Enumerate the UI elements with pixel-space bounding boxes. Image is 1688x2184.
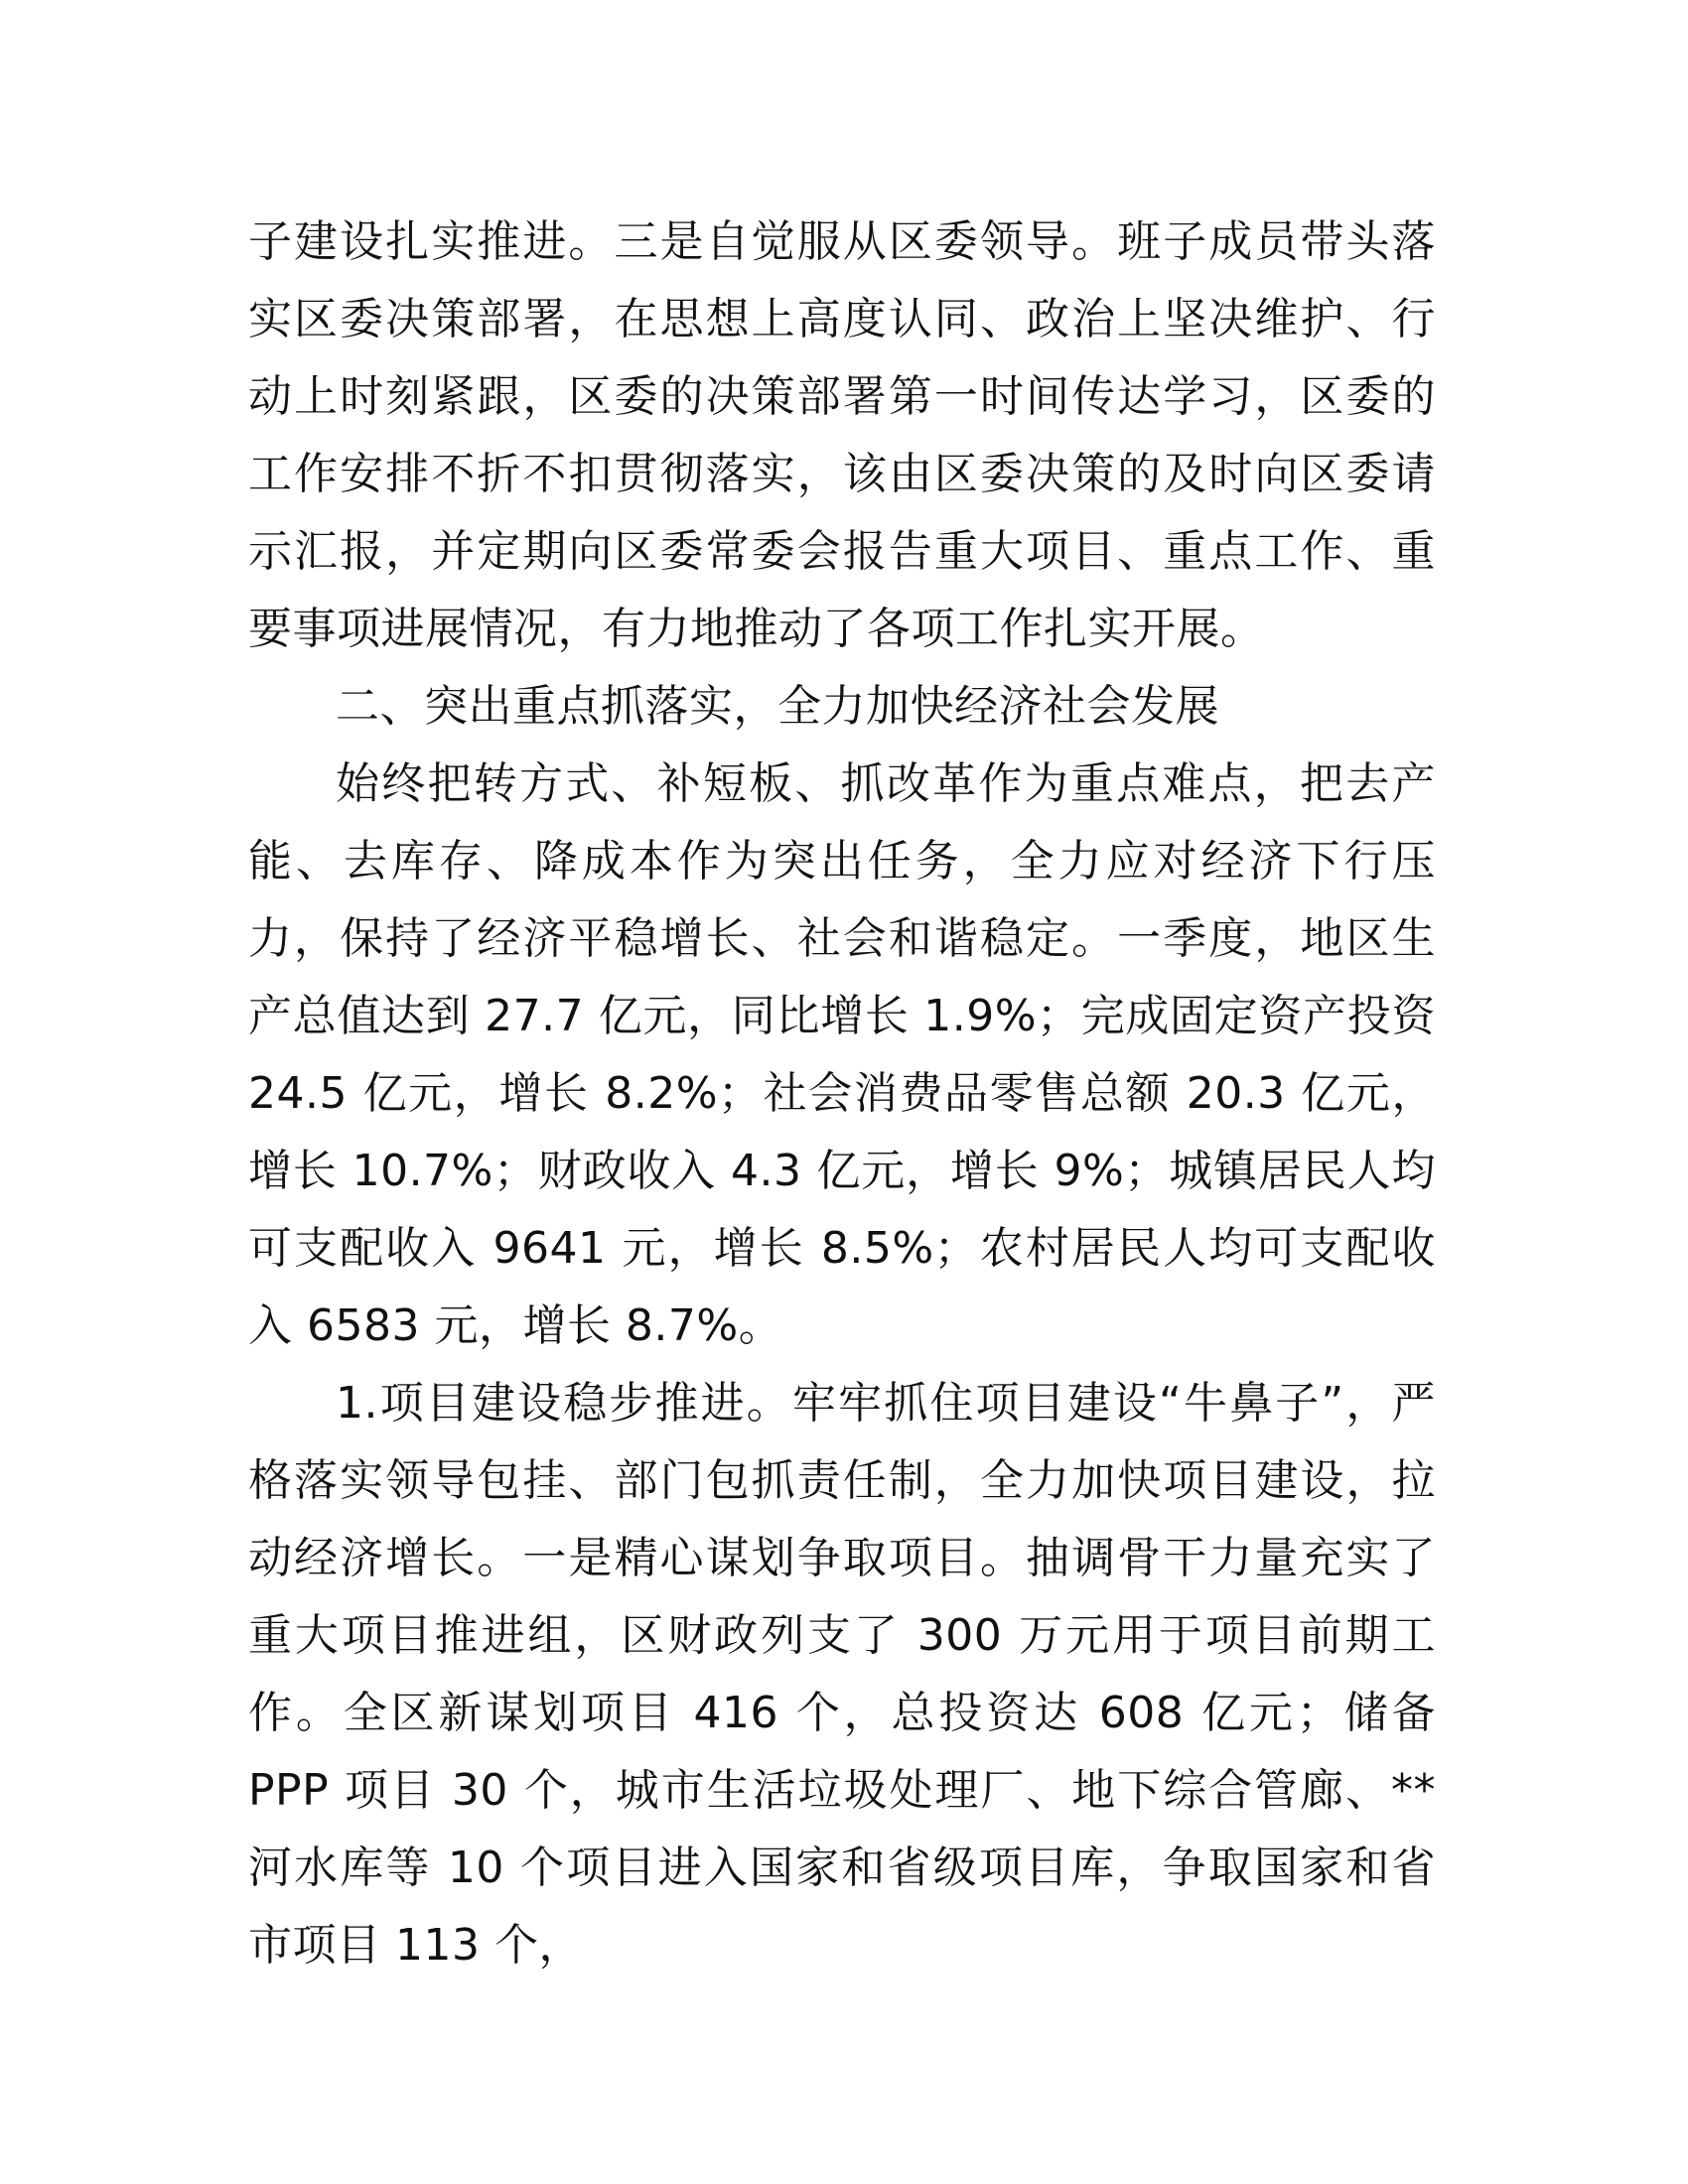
paragraph-project-construction: 1.项目建设稳步推进。牢牢抓住项目建设“牛鼻子”，严格落实领导包挂、部门包抓责任制，全力加快项目建设，拉动经济增长。一是精心谋划争取项目。抽调骨干力量充实了重大项目推进组，区财政列支了 300 万元用于项目前期工作。全区新谋划项目 416 个，总投资达 608 亿元；储备 PPP 项目 30 个，城市生活垃圾处理厂、地下综合管廊、**河水库等 10 个项目进入国家和省级项目库，争取国家和省市项目 113 个， (248, 1378, 1436, 1971)
paragraph-economy-overview: 始终把转方式、补短板、抓改革作为重点难点，把去产能、去库存、降成本作为突出任务，全力应对经济下行压力，保持了经济平稳增长、社会和谐稳定。一季度，地区生产总值达到 27.7 亿元，同比增长 1.9%；完成固定资产投资 24.5 亿元，增长 8.2%；社会消费品零售总额 20.3 亿元，增长 10.7%；财政收入 4.3 亿元，增长 9%；城镇居民人均可支配收入 9641 元，增长 8.5%；农村居民人均可支配收入 6583 元，增长 8.7%。 (248, 758, 1436, 1351)
document-page (248, 204, 1436, 1984)
paragraph-continued: 子建设扎实推进。三是自觉服从区委领导。班子成员带头落实区委决策部署，在思想上高度认同、政治上坚决维护、行动上时刻紧跟，区委的决策部署第一时间传达学习，区委的工作安排不折不扣贯彻落实，该由区委决策的及时向区委请示汇报，并定期向区委常委会报告重大项目、重点工作、重要事项进展情况，有力地推动了各项工作扎实开展。 (248, 216, 1436, 654)
section-heading: 二、突出重点抓落实，全力加快经济社会发展 (336, 681, 1219, 732)
